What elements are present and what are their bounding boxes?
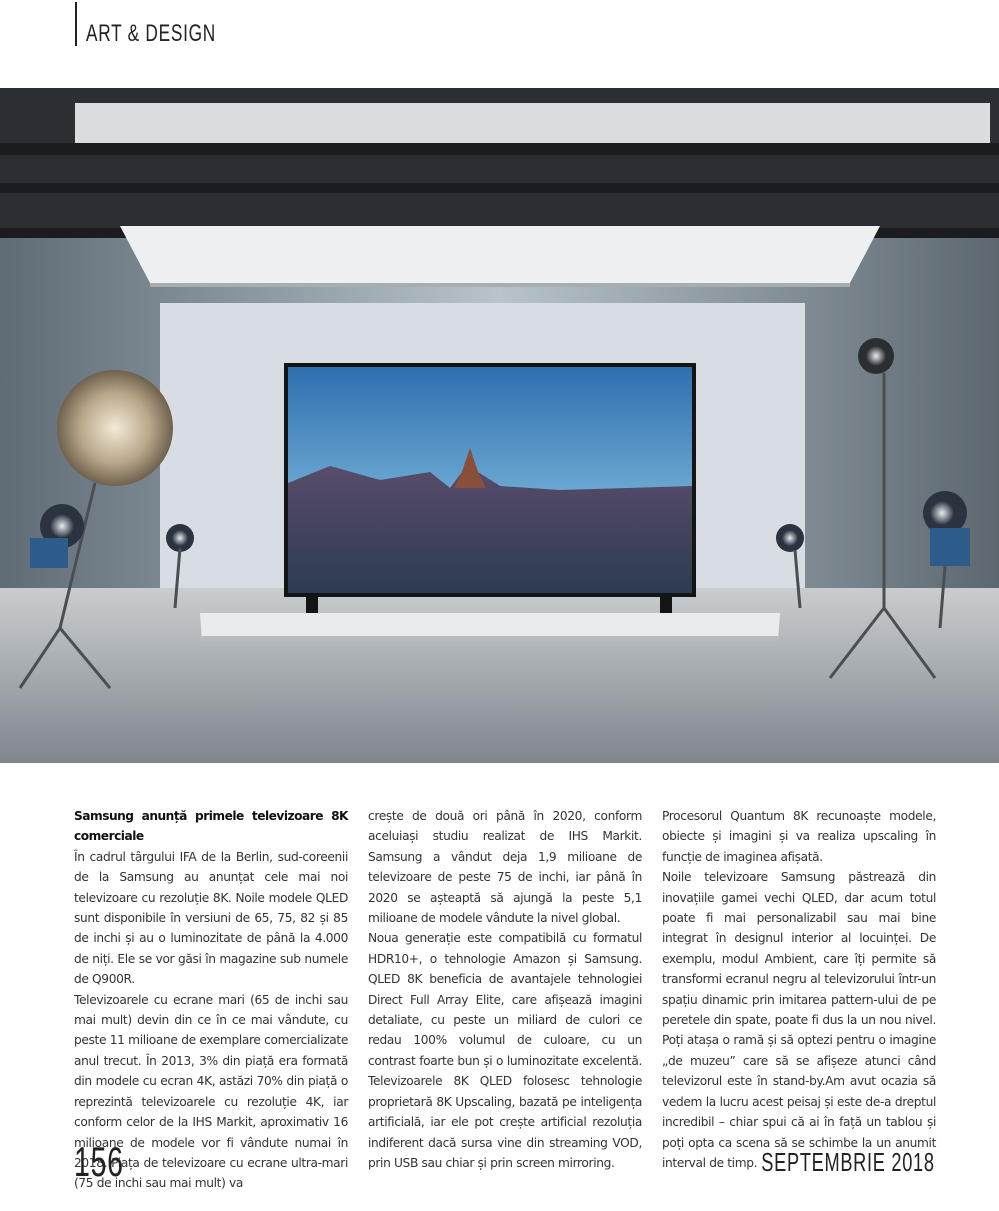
paragraph: Procesorul Quantum 8K recunoaște modele, obiecte și imagini și va realiza upscaling în funcție de imaginea afișată. bbox=[662, 809, 936, 864]
paragraph: Noile televizoare Samsung păstrează din inovațiile gamei vechi QLED, dar acum totul poate fi mai personalizabil sau mai bine integrat în designul interior al locuinței. De exemplu, modul Ambient, care îți permite să transformi ecranul negru al televizorului într-un spațiu dinamic prin imitarea pattern-ului de pe peretele din spate, poate fi dus la un nou nivel. Poți atașa o ramă și să optezi pentru o imagine „de muzeu” care să se afișeze atunci când televizorul este în stand-by.Am avut ocazia să vedem la lucru acest peisaj și este de-a dreptul incredibil – chiar spui că ai în față un tablou și poți opta ca scena să se schimbe la un anumit interval de timp. bbox=[662, 870, 936, 1170]
paragraph: crește de două ori până în 2020, conform aceluiași studiu realizat de IHS Markit. Samsung a vândut deja 1,9 milioane de televizoare de peste 75 de inchi, iar până în 2020 se așteaptă să ajungă la peste 5,1 milioane de modele vândute la nivel global. bbox=[368, 809, 642, 926]
paragraph: Televizoarele cu ecrane mari (65 de inchi sau mai mult) devin din ce în ce mai vândute, cu peste 11 milioane de exemplare comercializate anul trecut. În 2013, 3% din piață era formată din modele cu ecran 4K, astăzi 70% din piață o reprezintă televizoarele cu rezoluție 4K, iar conform celor de la IHS Markit, aproximativ 16 milioane de modele vor fi vândute numai în 2018. Piața de televizoare cu ecrane ultra-mari (75 de inchi sau mai mult) va bbox=[74, 992, 348, 1191]
issue-date: SEPTEMBRIE 2018 bbox=[761, 1147, 935, 1177]
page-number: 156 bbox=[74, 1138, 124, 1185]
column-2 bbox=[368, 806, 642, 1170]
paragraph: Noua generație este compatibilă cu formatul HDR10+, o tehnologie Amazon și Samsung. QLED 8K beneficia de avantajele tehnologiei Direct Full Array Elite, care afișează imagini detaliate, cu peste un miliard de culori ce redau 100% volumul de culoare, cu un contrast foarte bun și o luminozitate excelentă. Televizoarele 8K QLED folosesc tehnologie proprietară 8K Upscaling, bazată pe inteligența artificială, iar ele pot crește artificial rezoluția indiferent dacă sursa vine din streaming VOD, prin USB sau chiar și prin screen mirroring. bbox=[368, 931, 642, 1170]
studio-tv-photo bbox=[0, 88, 999, 763]
article-headline: Samsung anunță primele televizoare 8K comerciale bbox=[74, 809, 348, 844]
paragraph: În cadrul târgului IFA de la Berlin, sud-coreenii de la Samsung au anunțat cele mai noi televizoare cu rezoluție 8K. Noile modele QLED sunt disponibile în versiuni de 65, 75, 82 și 85 de inchi și au o luminozitate de până la 4.000 de niți. Ele se vor găsi în magazine sub numele de Q900R. bbox=[74, 849, 348, 987]
section-rule bbox=[75, 2, 77, 46]
section-title: ART & DESIGN bbox=[86, 20, 216, 47]
